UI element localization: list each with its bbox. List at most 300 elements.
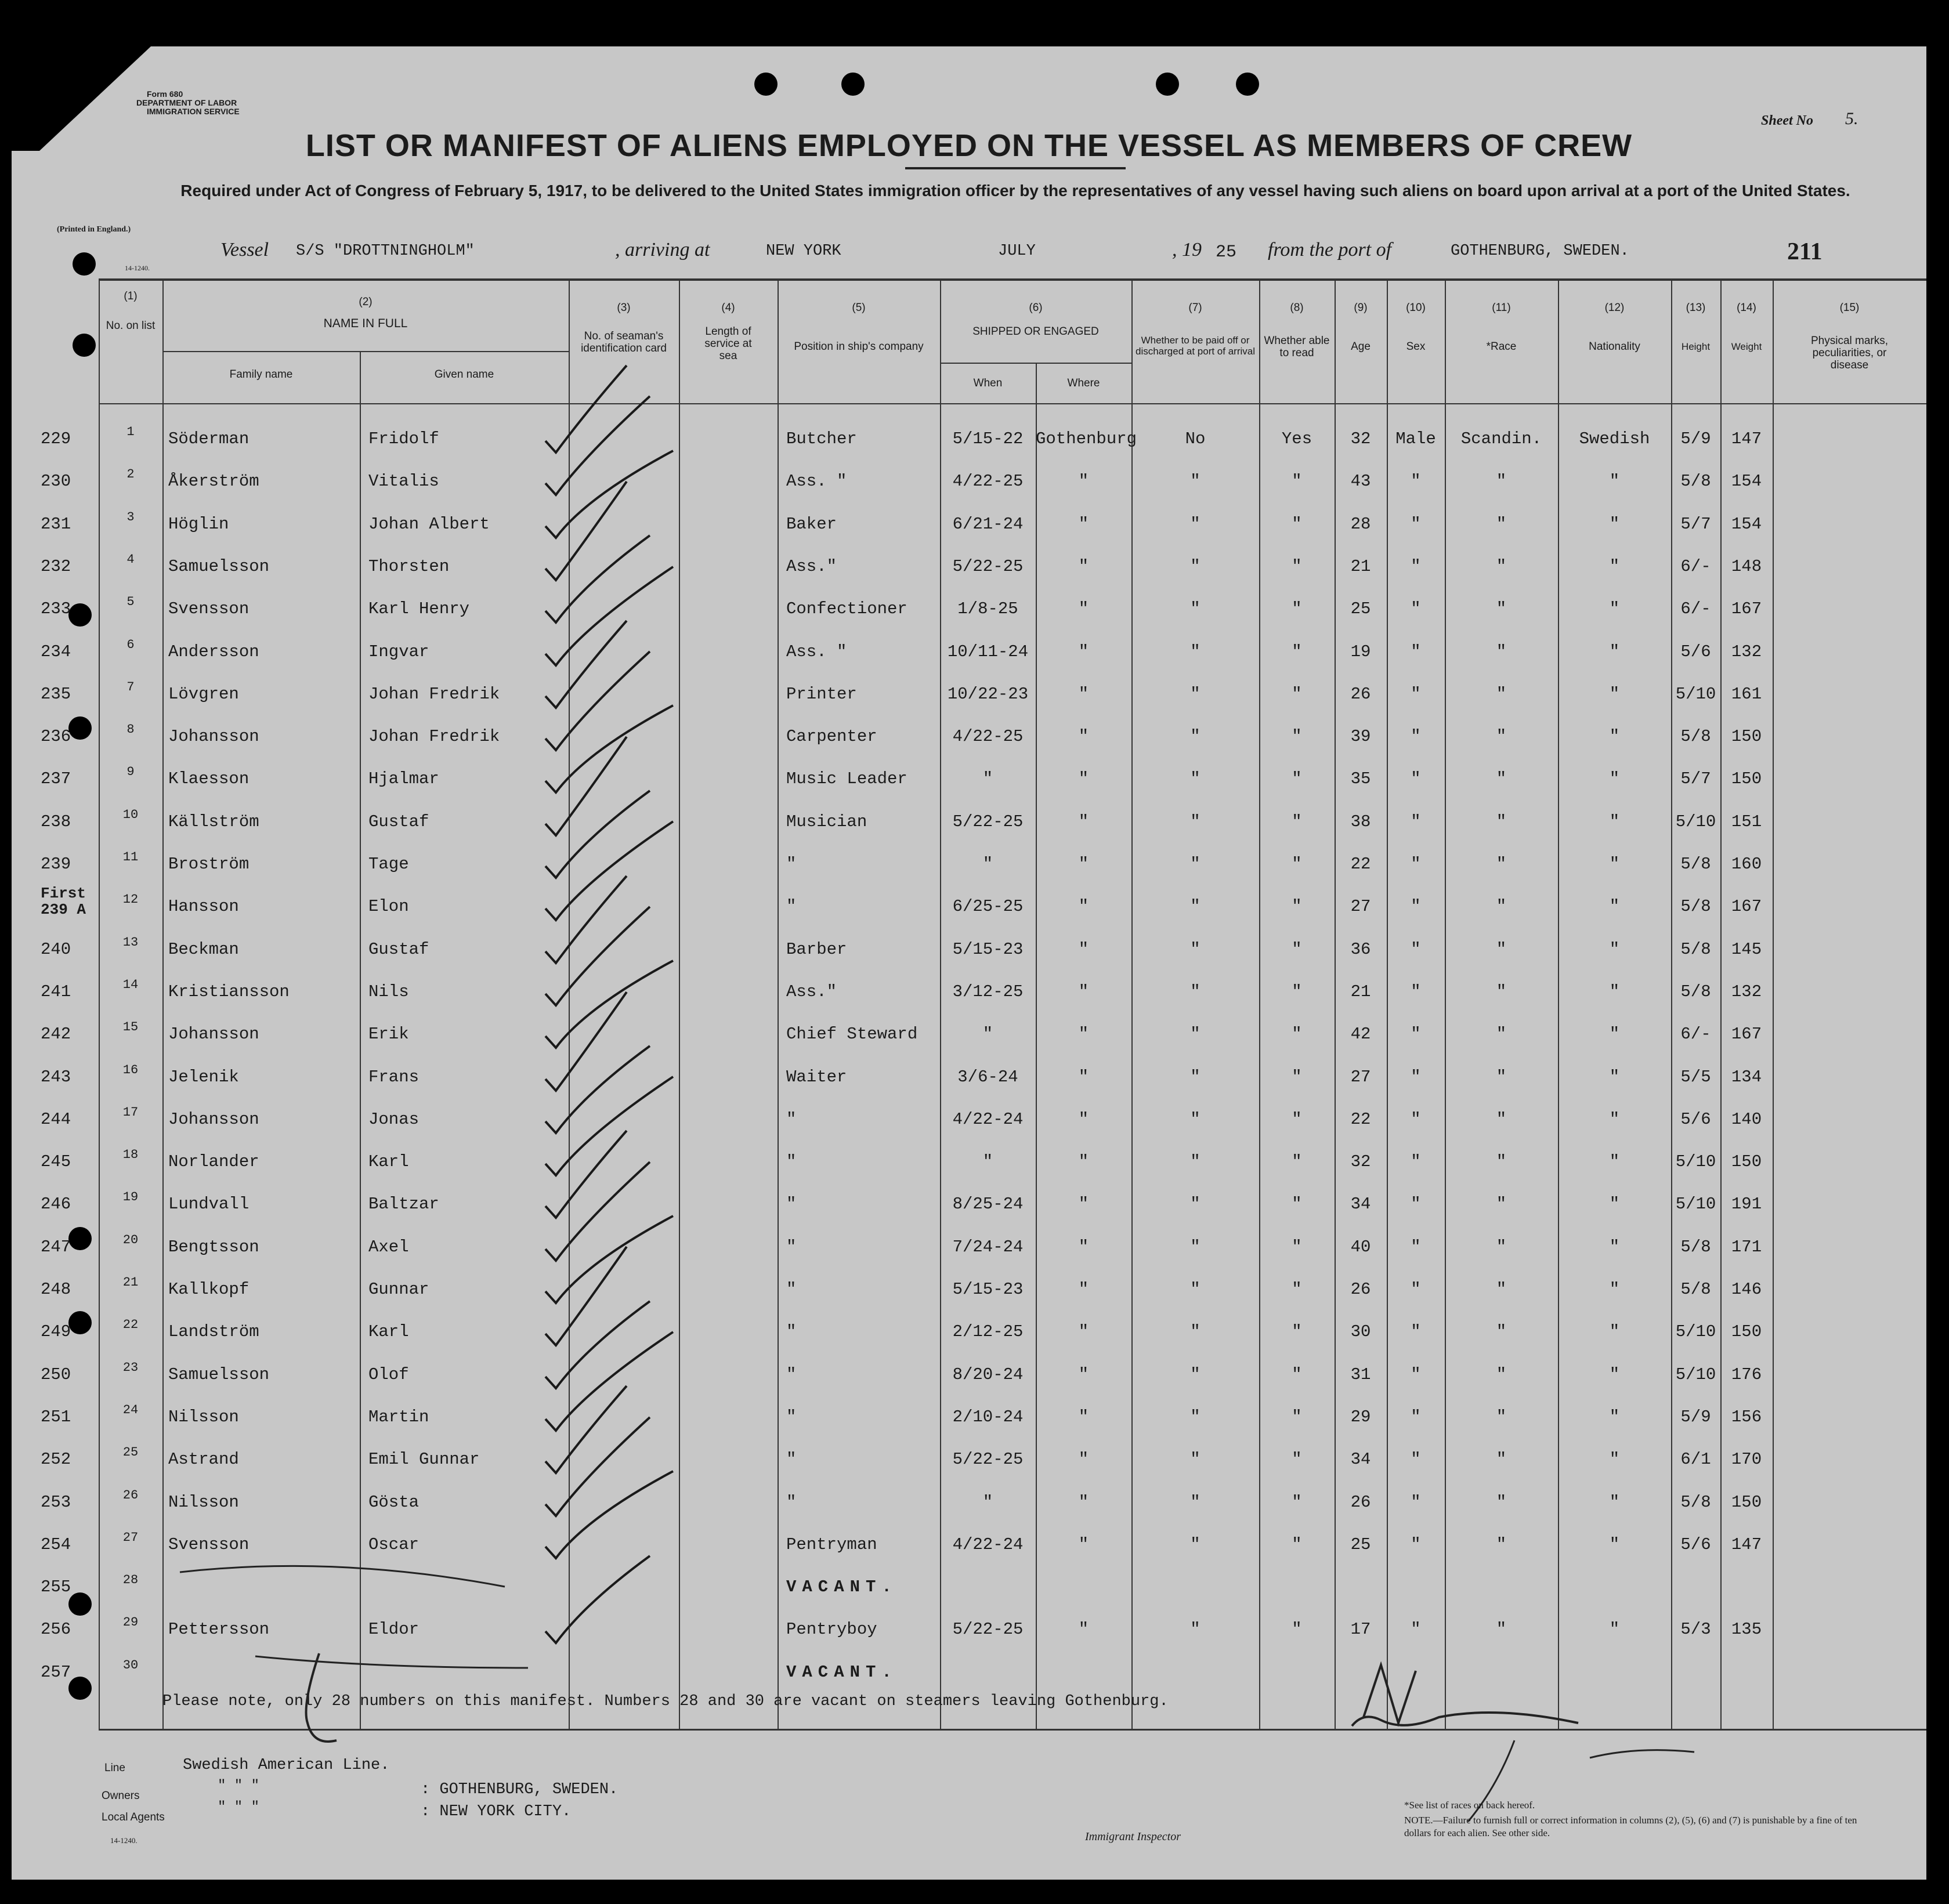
col-label: Weight xyxy=(1731,341,1762,352)
height: 5/10 xyxy=(1675,1365,1716,1384)
shipped-where: " xyxy=(1078,599,1089,618)
shipped-when: 10/22-23 xyxy=(947,685,1029,704)
shipped-where: " xyxy=(1078,1025,1089,1044)
weight: 176 xyxy=(1731,1365,1762,1384)
department: DEPARTMENT OF LABOR xyxy=(136,98,237,107)
race: " xyxy=(1496,1067,1507,1087)
list-number: 16 xyxy=(122,1063,139,1077)
family-name: Svensson xyxy=(168,599,249,618)
shipped-when: 5/22-25 xyxy=(952,557,1024,576)
family-name: Svensson xyxy=(168,1535,249,1554)
weight: 150 xyxy=(1731,769,1762,788)
nationality: " xyxy=(1609,1620,1620,1639)
paid-off: " xyxy=(1190,1535,1201,1554)
list-number: 23 xyxy=(122,1360,139,1375)
check-mark xyxy=(545,1301,650,1388)
shipped-where: " xyxy=(1078,1067,1089,1087)
col-num: (10) xyxy=(1406,302,1426,314)
able-to-read: " xyxy=(1292,599,1302,618)
arrival-port: NEW YORK xyxy=(766,242,841,260)
paid-off: " xyxy=(1190,557,1201,576)
position: Ass. " xyxy=(786,642,847,661)
weight: 167 xyxy=(1731,599,1762,618)
race: " xyxy=(1496,599,1507,618)
nationality: " xyxy=(1609,769,1620,788)
weight: 150 xyxy=(1731,1493,1762,1512)
sex: " xyxy=(1411,1194,1421,1214)
given-name: Axel xyxy=(368,1237,409,1257)
race: " xyxy=(1496,769,1507,788)
weight: 154 xyxy=(1731,472,1762,491)
list-number: 5 xyxy=(126,595,135,609)
list-number: 12 xyxy=(122,892,139,907)
family-name: Nilsson xyxy=(168,1493,239,1512)
shipped-where: " xyxy=(1078,1110,1089,1129)
sex: Male xyxy=(1395,429,1436,448)
col-label: SHIPPED OR ENGAGED xyxy=(972,325,1099,338)
family-name: Norlander xyxy=(168,1152,259,1171)
sex: " xyxy=(1411,1535,1421,1554)
age: 43 xyxy=(1350,472,1371,491)
position: Ass. " xyxy=(786,472,847,491)
family-name: Samuelsson xyxy=(168,557,270,576)
position: " xyxy=(786,1493,797,1512)
weight: 134 xyxy=(1731,1067,1762,1087)
race: " xyxy=(1496,1025,1507,1044)
height: 5/5 xyxy=(1680,1067,1711,1087)
age: 25 xyxy=(1350,599,1371,618)
height: 5/3 xyxy=(1680,1620,1711,1639)
given-name: Gunnar xyxy=(368,1280,429,1299)
age: 26 xyxy=(1350,1280,1371,1299)
check-mark xyxy=(545,1046,650,1133)
age: 32 xyxy=(1350,1152,1371,1171)
position: Music Leader xyxy=(786,769,907,788)
shipped-where: " xyxy=(1078,727,1089,746)
manifest-line-number: 250 xyxy=(41,1365,71,1384)
list-number: 3 xyxy=(126,510,135,524)
list-number: 1 xyxy=(126,425,135,439)
able-to-read: " xyxy=(1292,1152,1302,1171)
age: 29 xyxy=(1350,1407,1371,1427)
height: 5/7 xyxy=(1680,769,1711,788)
check-mark xyxy=(545,1247,627,1345)
manifest-line-number: 242 xyxy=(41,1025,71,1044)
manifest-line-number: 229 xyxy=(41,429,71,448)
age: 22 xyxy=(1350,1110,1371,1129)
shipped-when: 3/6-24 xyxy=(957,1067,1018,1087)
sex: " xyxy=(1411,1152,1421,1171)
height: 5/8 xyxy=(1680,855,1711,874)
family-name: Beckman xyxy=(168,940,239,959)
list-number: 25 xyxy=(122,1445,139,1460)
position: Ass." xyxy=(786,557,837,576)
list-number: 15 xyxy=(122,1020,139,1034)
family-name: Bengtsson xyxy=(168,1237,259,1257)
paid-off: " xyxy=(1190,1322,1201,1341)
col-label: Physical marks, peculiarities, or disease xyxy=(1810,335,1889,371)
shipped-where: " xyxy=(1078,769,1089,788)
paid-off: " xyxy=(1190,1450,1201,1469)
weight: 132 xyxy=(1731,642,1762,661)
shipped-when: 5/15-23 xyxy=(952,940,1024,959)
list-number: 14 xyxy=(122,978,139,992)
given-name: Karl Henry xyxy=(368,599,470,618)
list-number: 10 xyxy=(122,808,139,822)
race: " xyxy=(1496,940,1507,959)
shipped-when: 4/22-24 xyxy=(952,1535,1024,1554)
agents-value: : NEW YORK CITY. xyxy=(421,1803,572,1820)
sex: " xyxy=(1411,855,1421,874)
manifest-line-number: 236 xyxy=(41,727,71,746)
year-prefix: , 19 xyxy=(1172,239,1202,260)
able-to-read: " xyxy=(1292,855,1302,874)
able-to-read: " xyxy=(1292,1407,1302,1427)
weight: 145 xyxy=(1731,940,1762,959)
vacancy-note: Please note, only 28 numbers on this manifest. Numbers 28 and 30 are vacant on steamers leaving Gothenburg. xyxy=(162,1693,1169,1710)
list-number: 9 xyxy=(126,765,135,779)
shipped-where: " xyxy=(1078,1450,1089,1469)
list-number: 20 xyxy=(122,1233,139,1247)
able-to-read: " xyxy=(1292,897,1302,916)
when-header: When xyxy=(973,377,1003,389)
race: " xyxy=(1496,1407,1507,1427)
position: Printer xyxy=(786,685,857,704)
list-number: 22 xyxy=(122,1317,139,1332)
weight: 147 xyxy=(1731,1535,1762,1554)
given-name: Ingvar xyxy=(368,642,429,661)
race: " xyxy=(1496,557,1507,576)
nationality: Swedish xyxy=(1579,429,1650,448)
position: " xyxy=(786,1322,797,1341)
form-number: Form 680 xyxy=(147,89,183,99)
col-label: *Race xyxy=(1486,341,1517,353)
manifest-line-number: 254 xyxy=(41,1535,71,1554)
age: 21 xyxy=(1350,982,1371,1001)
given-name: Emil Gunnar xyxy=(368,1450,480,1469)
nationality: " xyxy=(1609,812,1620,831)
nationality: " xyxy=(1609,940,1620,959)
col-label: Whether to be paid off or discharged at port of arrival xyxy=(1136,335,1255,357)
age: 34 xyxy=(1350,1194,1371,1214)
paid-off: " xyxy=(1190,1620,1201,1639)
shipped-when: 8/25-24 xyxy=(952,1194,1024,1214)
able-to-read: " xyxy=(1292,1365,1302,1384)
check-mark xyxy=(545,1471,673,1558)
manifest-line-number: 245 xyxy=(41,1152,71,1171)
list-number: 6 xyxy=(126,638,135,652)
shipped-when: 6/21-24 xyxy=(952,515,1024,534)
paid-off: " xyxy=(1190,855,1201,874)
shipped-when: 8/20-24 xyxy=(952,1365,1024,1384)
able-to-read: " xyxy=(1292,1067,1302,1087)
race: " xyxy=(1496,1110,1507,1129)
age: 28 xyxy=(1350,515,1371,534)
position: Baker xyxy=(786,515,837,534)
position: Confectioner xyxy=(786,599,907,618)
position: " xyxy=(786,897,797,916)
manifest-line-number: 234 xyxy=(41,642,71,661)
manifest-line-number: 233 xyxy=(41,599,71,618)
manifest-line-number: 246 xyxy=(41,1194,71,1214)
manifest-line-number: 230 xyxy=(41,472,71,491)
list-number: 18 xyxy=(122,1148,139,1162)
weight: 167 xyxy=(1731,1025,1762,1044)
sex: " xyxy=(1411,1620,1421,1639)
position: VACANT. xyxy=(786,1577,898,1597)
paid-off: " xyxy=(1190,472,1201,491)
able-to-read: " xyxy=(1292,1237,1302,1257)
from-label: from the port of xyxy=(1268,239,1392,260)
col-label: Position in ship's company xyxy=(794,341,924,353)
able-to-read: " xyxy=(1292,812,1302,831)
able-to-read: " xyxy=(1292,1322,1302,1341)
race: " xyxy=(1496,1237,1507,1257)
sex: " xyxy=(1411,982,1421,1001)
height: 5/6 xyxy=(1680,1535,1711,1554)
given-name: Frans xyxy=(368,1067,420,1087)
nationality: " xyxy=(1609,557,1620,576)
manifest-line-number: 256 xyxy=(41,1620,71,1639)
form-code: 14-1240. xyxy=(125,264,150,272)
sex: " xyxy=(1411,515,1421,534)
shipped-when: 10/11-24 xyxy=(947,642,1029,661)
stamp-number: 211 xyxy=(1787,238,1823,265)
shipped-where: " xyxy=(1078,1280,1089,1299)
age: 19 xyxy=(1350,642,1371,661)
able-to-read: Yes xyxy=(1281,429,1312,448)
shipped-where: " xyxy=(1078,685,1089,704)
paid-off: " xyxy=(1190,727,1201,746)
shipped-where: " xyxy=(1078,1407,1089,1427)
check-mark xyxy=(545,737,627,835)
col-num: (5) xyxy=(852,302,866,314)
given-name: Karl xyxy=(368,1152,409,1171)
race: " xyxy=(1496,1493,1507,1512)
family-name: Hansson xyxy=(168,897,239,916)
able-to-read: " xyxy=(1292,1280,1302,1299)
race: " xyxy=(1496,1322,1507,1341)
age: 22 xyxy=(1350,855,1371,874)
nationality: " xyxy=(1609,642,1620,661)
weight: 156 xyxy=(1731,1407,1762,1427)
list-number: 30 xyxy=(122,1658,139,1673)
shipped-when: 2/10-24 xyxy=(952,1407,1024,1427)
weight: 150 xyxy=(1731,1152,1762,1171)
shipped-where: " xyxy=(1078,1152,1089,1171)
list-number: 17 xyxy=(122,1105,139,1120)
position: Carpenter xyxy=(786,727,877,746)
sex: " xyxy=(1411,599,1421,618)
paid-off: " xyxy=(1190,940,1201,959)
given-name: Eldor xyxy=(368,1620,420,1639)
sex: " xyxy=(1411,1280,1421,1299)
paid-off: " xyxy=(1190,1025,1201,1044)
height: 5/8 xyxy=(1680,940,1711,959)
manifest-line-number: 257 xyxy=(41,1663,71,1682)
position: Pentryman xyxy=(786,1535,877,1554)
shipped-when: 5/22-25 xyxy=(952,1620,1024,1639)
manifest-line-number: 237 xyxy=(41,769,71,788)
nationality: " xyxy=(1609,982,1620,1001)
able-to-read: " xyxy=(1292,515,1302,534)
race: " xyxy=(1496,1620,1507,1639)
paid-off: " xyxy=(1190,1110,1201,1129)
paid-off: " xyxy=(1190,982,1201,1001)
weight: 150 xyxy=(1731,1322,1762,1341)
shipped-where: " xyxy=(1078,515,1089,534)
service: IMMIGRATION SERVICE xyxy=(147,107,240,116)
nationality: " xyxy=(1609,727,1620,746)
sex: " xyxy=(1411,1493,1421,1512)
age: 34 xyxy=(1350,1450,1371,1469)
given-name: Olof xyxy=(368,1365,409,1384)
list-number: 4 xyxy=(126,552,135,567)
able-to-read: " xyxy=(1292,769,1302,788)
family-name: Johansson xyxy=(168,727,259,746)
paid-off: " xyxy=(1190,1152,1201,1171)
height: 5/8 xyxy=(1680,982,1711,1001)
given-name-header: Given name xyxy=(434,368,494,381)
able-to-read: " xyxy=(1292,1535,1302,1554)
col-num: (2) xyxy=(359,296,373,308)
list-number: 13 xyxy=(122,935,139,950)
nationality: " xyxy=(1609,1280,1620,1299)
family-name: Lundvall xyxy=(168,1194,249,1214)
given-name: Karl xyxy=(368,1322,409,1341)
where-header: Where xyxy=(1067,377,1100,389)
age: 26 xyxy=(1350,1493,1371,1512)
fine-note: NOTE.—Failure to furnish full or correct information in columns (2), (5), (6) and (7) is punishable by a fine of ten dollars for each alien. See other side. xyxy=(1404,1815,1857,1838)
manifest-line-number: First 239 A xyxy=(41,885,86,918)
position: VACANT. xyxy=(786,1663,898,1682)
sex: " xyxy=(1411,812,1421,831)
check-mark xyxy=(545,482,627,580)
race: " xyxy=(1496,727,1507,746)
col-label: No. on list xyxy=(106,320,156,332)
nationality: " xyxy=(1609,1493,1620,1512)
race: " xyxy=(1496,1280,1507,1299)
nationality: " xyxy=(1609,472,1620,491)
paid-off: " xyxy=(1190,642,1201,661)
family-name: Landström xyxy=(168,1322,259,1341)
given-name: Fridolf xyxy=(368,429,439,448)
age: 42 xyxy=(1350,1025,1371,1044)
race: " xyxy=(1496,1194,1507,1214)
shipped-when: 5/15-23 xyxy=(952,1280,1024,1299)
nationality: " xyxy=(1609,1407,1620,1427)
check-mark xyxy=(545,705,673,792)
paid-off: No xyxy=(1185,429,1206,448)
col-label: Length of service at sea xyxy=(704,325,752,362)
nationality: " xyxy=(1609,599,1620,618)
paid-off: " xyxy=(1190,769,1201,788)
agents-ditto: " " " xyxy=(218,1800,260,1815)
nationality: " xyxy=(1609,1110,1620,1129)
given-name: Nils xyxy=(368,982,409,1001)
page-title: LIST OR MANIFEST OF ALIENS EMPLOYED ON THE VESSEL AS MEMBERS OF CREW xyxy=(305,128,1633,163)
col-num: (7) xyxy=(1188,302,1202,314)
shipped-when: 4/22-24 xyxy=(952,1110,1024,1129)
paid-off: " xyxy=(1190,599,1201,618)
shipped-when: 3/12-25 xyxy=(952,982,1024,1001)
manifest-line-number: 248 xyxy=(41,1280,71,1299)
strike-line xyxy=(255,1656,528,1668)
list-number: 19 xyxy=(122,1190,139,1204)
manifest-line-number: 252 xyxy=(41,1450,71,1469)
list-number: 29 xyxy=(122,1615,139,1630)
age: 21 xyxy=(1350,557,1371,576)
manifest-line-number: 240 xyxy=(41,940,71,959)
check-mark xyxy=(545,1332,673,1431)
check-mark xyxy=(545,535,650,622)
shipped-when: " xyxy=(982,1025,993,1044)
race: " xyxy=(1496,1152,1507,1171)
manifest-line-number: 249 xyxy=(41,1322,71,1341)
height: 5/10 xyxy=(1675,812,1716,831)
paid-off: " xyxy=(1190,1067,1201,1087)
departure-port: GOTHENBURG, SWEDEN. xyxy=(1451,242,1629,260)
sex: " xyxy=(1411,1407,1421,1427)
height: 5/10 xyxy=(1675,685,1716,704)
col-label: Nationality xyxy=(1589,341,1640,353)
col-num: (13) xyxy=(1686,302,1706,314)
manifest-line-number: 255 xyxy=(41,1577,71,1597)
nationality: " xyxy=(1609,1194,1620,1214)
nationality: " xyxy=(1609,1450,1620,1469)
weight: 170 xyxy=(1731,1450,1762,1469)
shipped-where: " xyxy=(1078,1322,1089,1341)
paid-off: " xyxy=(1190,1407,1201,1427)
strike-line xyxy=(180,1566,505,1587)
given-name: Gustaf xyxy=(368,812,429,831)
sex: " xyxy=(1411,897,1421,916)
col-num: (4) xyxy=(721,302,735,314)
sex: " xyxy=(1411,642,1421,661)
nationality: " xyxy=(1609,1067,1620,1087)
sex: " xyxy=(1411,472,1421,491)
position: " xyxy=(786,1110,797,1129)
races-note: *See list of races on back hereof. xyxy=(1404,1800,1535,1811)
given-name: Gustaf xyxy=(368,940,429,959)
page-subtitle: Required under Act of Congress of February 5, 1917, to be delivered to the United States immigration officer by the representatives of any vessel having such aliens on board upon arrival at a port of the United States. xyxy=(180,182,1850,200)
nationality: " xyxy=(1609,1237,1620,1257)
manifest-sheet xyxy=(12,46,1926,1880)
nationality: " xyxy=(1609,1535,1620,1554)
weight: 132 xyxy=(1731,982,1762,1001)
shipped-where: " xyxy=(1078,940,1089,959)
able-to-read: " xyxy=(1292,685,1302,704)
paid-off: " xyxy=(1190,1365,1201,1384)
given-name: Jonas xyxy=(368,1110,420,1129)
list-number: 11 xyxy=(122,850,139,864)
nationality: " xyxy=(1609,1025,1620,1044)
race: Scandin. xyxy=(1460,429,1542,448)
sheet-label: Sheet No xyxy=(1761,113,1813,128)
list-number: 21 xyxy=(122,1275,139,1290)
paid-off: " xyxy=(1190,1194,1201,1214)
shipped-when: 6/25-25 xyxy=(952,897,1024,916)
inspector-signature xyxy=(1364,1665,1416,1723)
able-to-read: " xyxy=(1292,727,1302,746)
given-name: Hjalmar xyxy=(368,769,439,788)
shipped-where: " xyxy=(1078,1237,1089,1257)
race: " xyxy=(1496,642,1507,661)
list-number: 8 xyxy=(126,722,135,737)
shipped-where: " xyxy=(1078,1535,1089,1554)
height: 5/7 xyxy=(1680,515,1711,534)
family-name: Åkerström xyxy=(168,472,259,491)
